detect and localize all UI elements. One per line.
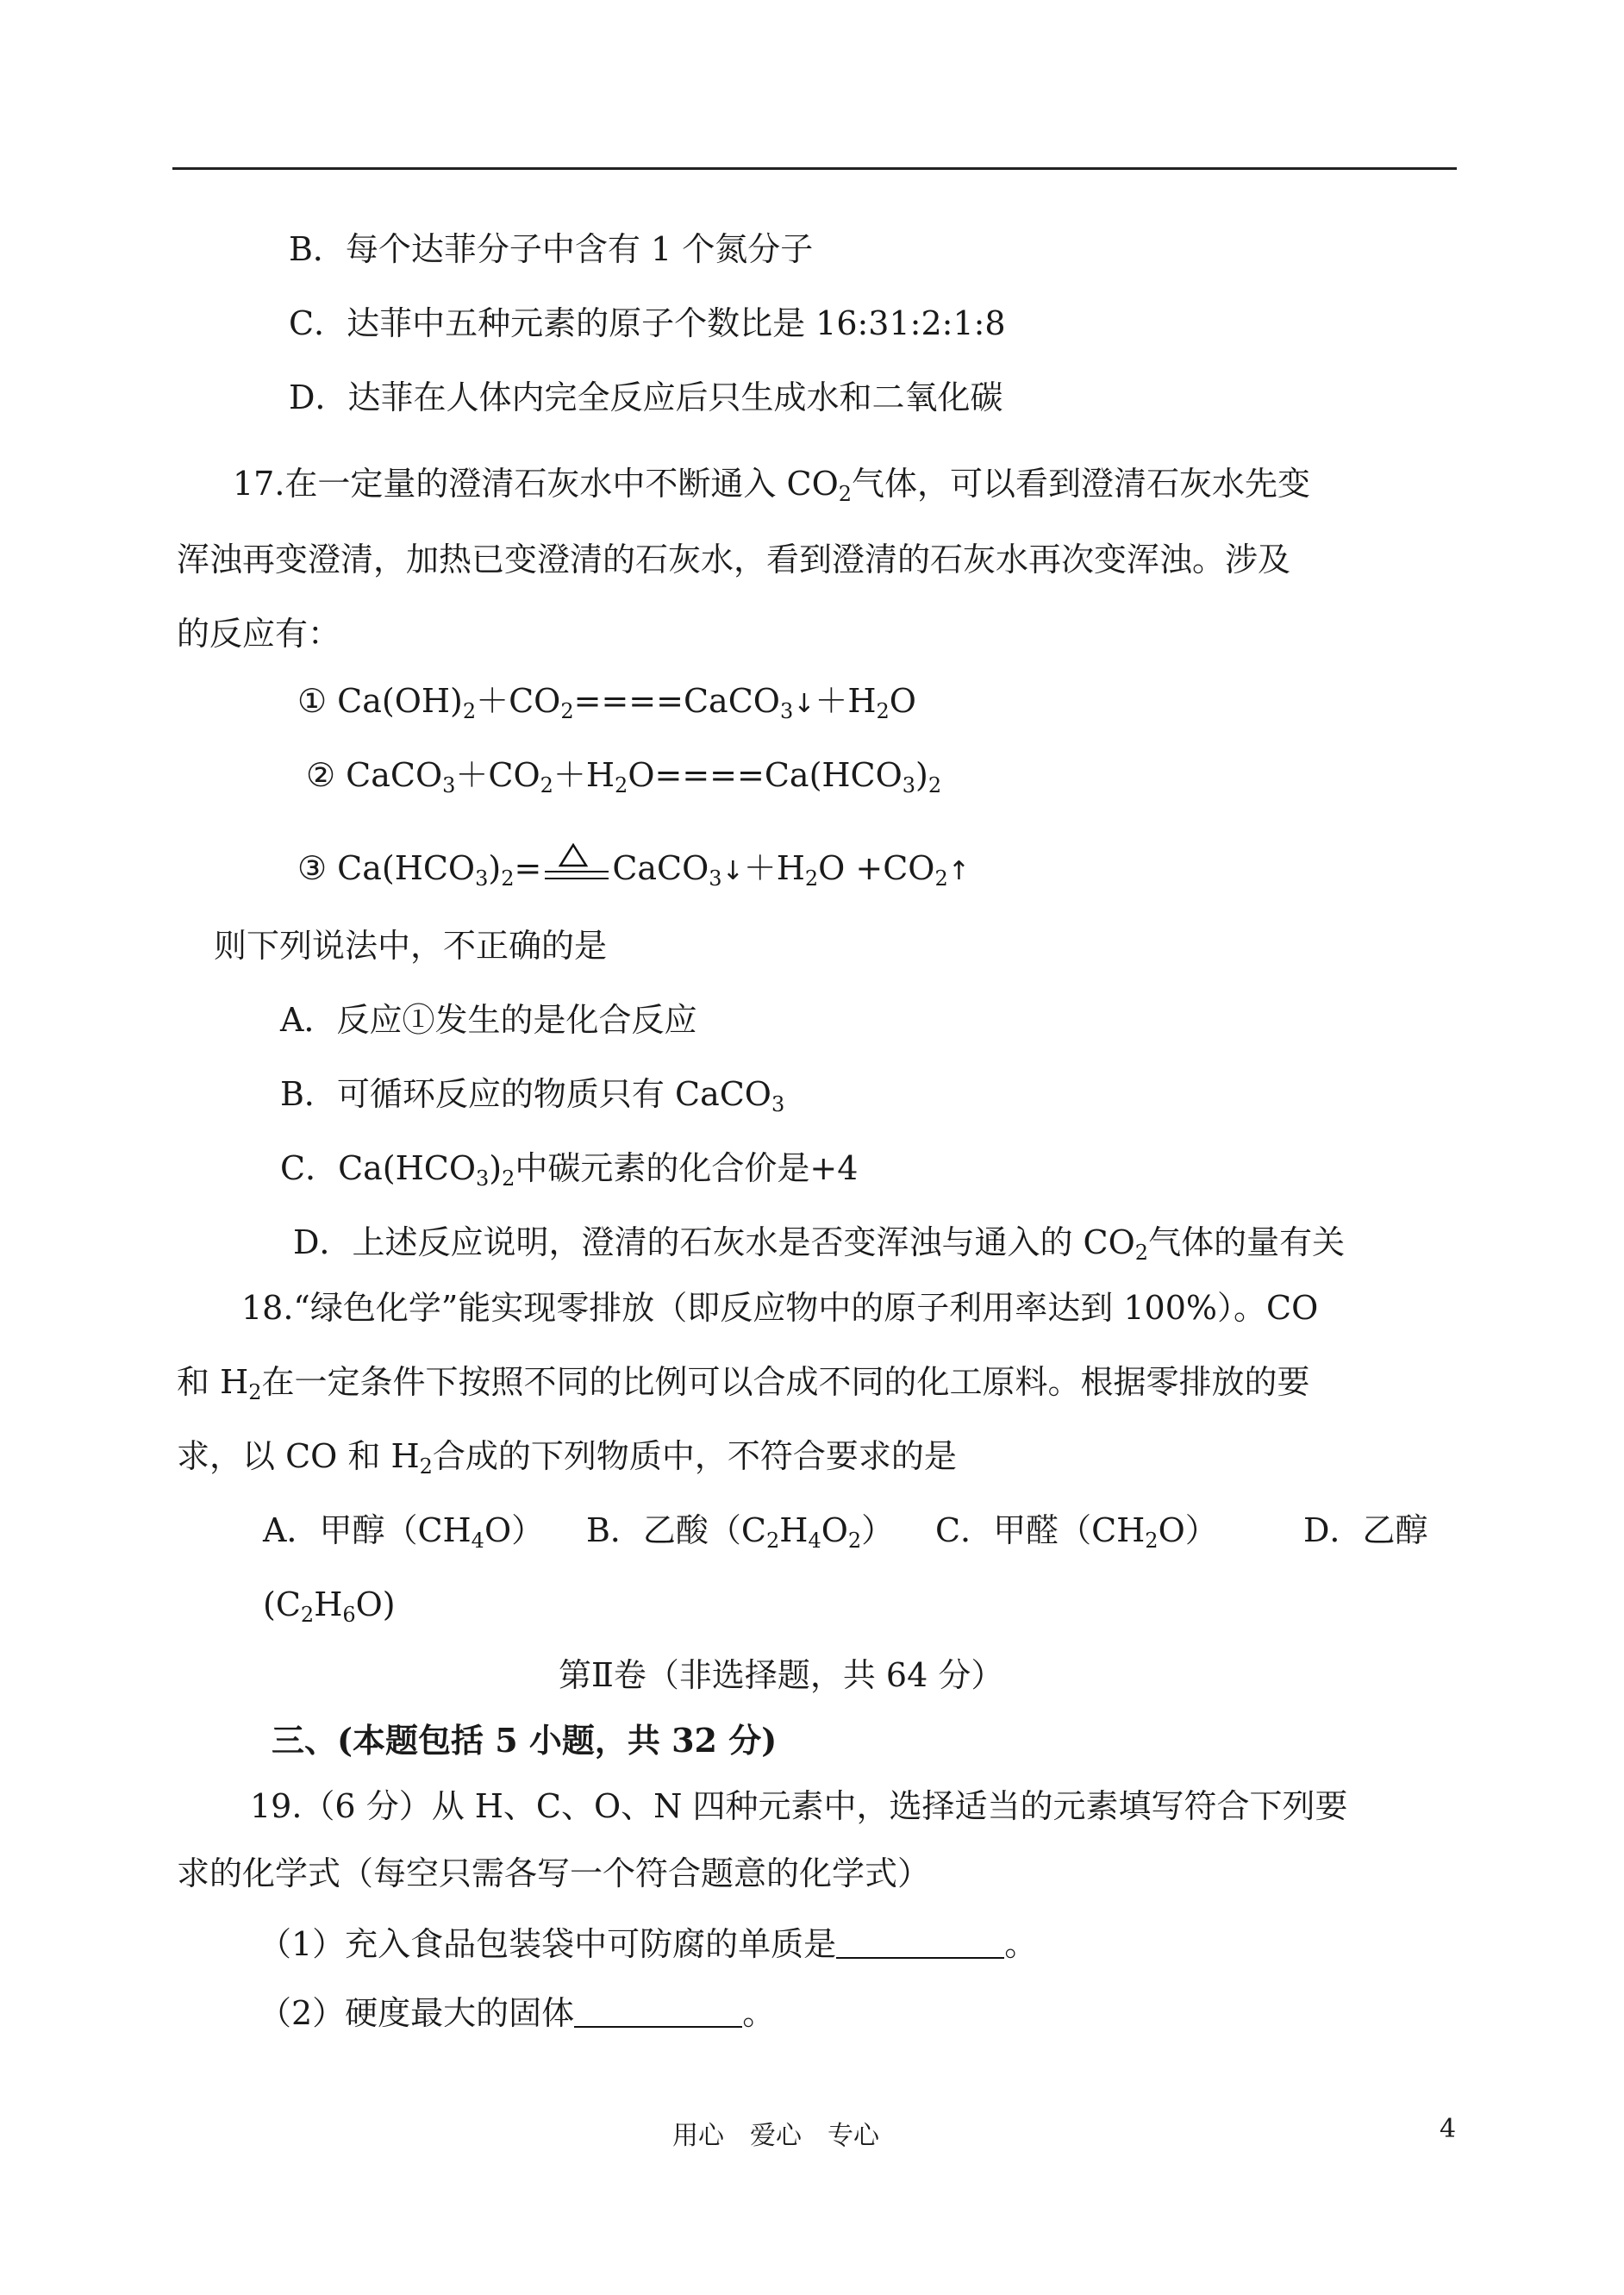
q17-reaction-1: ① $Ca(OH)_2+CO_2====CaCO_3↓+H_2O$ <box>297 682 916 723</box>
q19-stem-line2: 求的化学式（每空只需各写一个符合题意的化学式） <box>177 1854 931 1892</box>
heating-condition-icon <box>541 852 612 883</box>
q18-option-d-formula: $(C_2H_6O)$ <box>263 1585 396 1627</box>
part2-title: 第Ⅱ卷（非选择题，共 64 分） <box>559 1656 1004 1694</box>
section3-heading: 三、(本题包括 5 小题，共 32 分) <box>272 1721 778 1760</box>
q17-option-d: D．上述反应说明，澄清的石灰水是否变浑浊与通入的 $CO_2$气体的量有关 <box>293 1223 1346 1265</box>
down-arrow-icon: ↓ <box>721 856 744 886</box>
q17-option-c: C．$Ca(HCO_3)_2$中碳元素的化合价是+4 <box>280 1149 859 1191</box>
q18-option-a: A．甲醇$(CH_4O)$ <box>263 1511 545 1553</box>
q18-stem-line1: 18.“绿色化学”能实现零排放（即反应物中的原子利用率达到 100%）。CO <box>241 1289 1319 1327</box>
q17-stem-line3: 的反应有： <box>177 615 341 653</box>
q19-subquestion-1: （1）充入食品包装袋中可防腐的单质是 。 <box>259 1925 1038 1963</box>
q18-option-d: D．乙醇 <box>1303 1511 1428 1549</box>
q17-option-b: B．可循环反应的物质只有 CaCO$_3$ <box>280 1075 785 1116</box>
q17-stem-line1: 17.在一定量的澄清石灰水中不断通入 $CO_2$气体，可以看到澄清石灰水先变 <box>233 465 1311 506</box>
q16-option-b: B．每个达菲分子中含有 1 个氮分子 <box>289 230 814 268</box>
answer-blank-1[interactable] <box>836 1926 1004 1959</box>
q19-subquestion-2: （2）硬度最大的固体 。 <box>259 1994 776 2032</box>
up-arrow-icon: ↑ <box>947 856 970 886</box>
q18-stem-line2: 和 $H_2$在一定条件下按照不同的比例可以合成不同的化工原料。根据零排放的要 <box>177 1363 1310 1404</box>
q17-prompt: 则下列说法中，不正确的是 <box>214 927 608 965</box>
q17-stem-line2: 浑浊再变澄清，加热已变澄清的石灰水，看到澄清的石灰水再次变浑浊。涉及 <box>177 541 1291 578</box>
q18-option-c: C．甲醛$(CH_2O)$ <box>935 1511 1218 1553</box>
down-arrow-icon: ↓ <box>793 689 815 719</box>
q17-option-a: A．反应①发生的是化合反应 <box>280 1001 697 1039</box>
page-number: 4 <box>1440 2114 1457 2144</box>
q19-stem-line1: 19.（6 分）从 H、C、O、N 四种元素中，选择适当的元素填写符合下列要 <box>250 1787 1348 1825</box>
q17-reaction-2: ② $CaCO_3+CO_2+H_2O====Ca(HCO_3)_2$ <box>306 756 942 797</box>
q18-stem-line3: 求，以 CO 和 $H_2$合成的下列物质中，不符合要求的是 <box>177 1437 957 1479</box>
q17-reaction-3: ③ $Ca(HCO_3)_2=$ $CaCO_3↓+H_2O$ $+CO_2↑$ <box>297 848 970 891</box>
q18-option-b: B．乙酸$(C_2H_4O_2)$ <box>586 1511 895 1553</box>
answer-blank-2[interactable] <box>574 1995 742 2028</box>
q16-option-d: D．达菲在人体内完全反应后只生成水和二氧化碳 <box>289 378 1003 416</box>
footer-motto: 用心 爱心 专心 <box>672 2121 879 2151</box>
q16-option-c: C．达菲中五种元素的原子个数比是 16:31:2:1:8 <box>289 304 1006 342</box>
header-rule <box>172 167 1457 170</box>
